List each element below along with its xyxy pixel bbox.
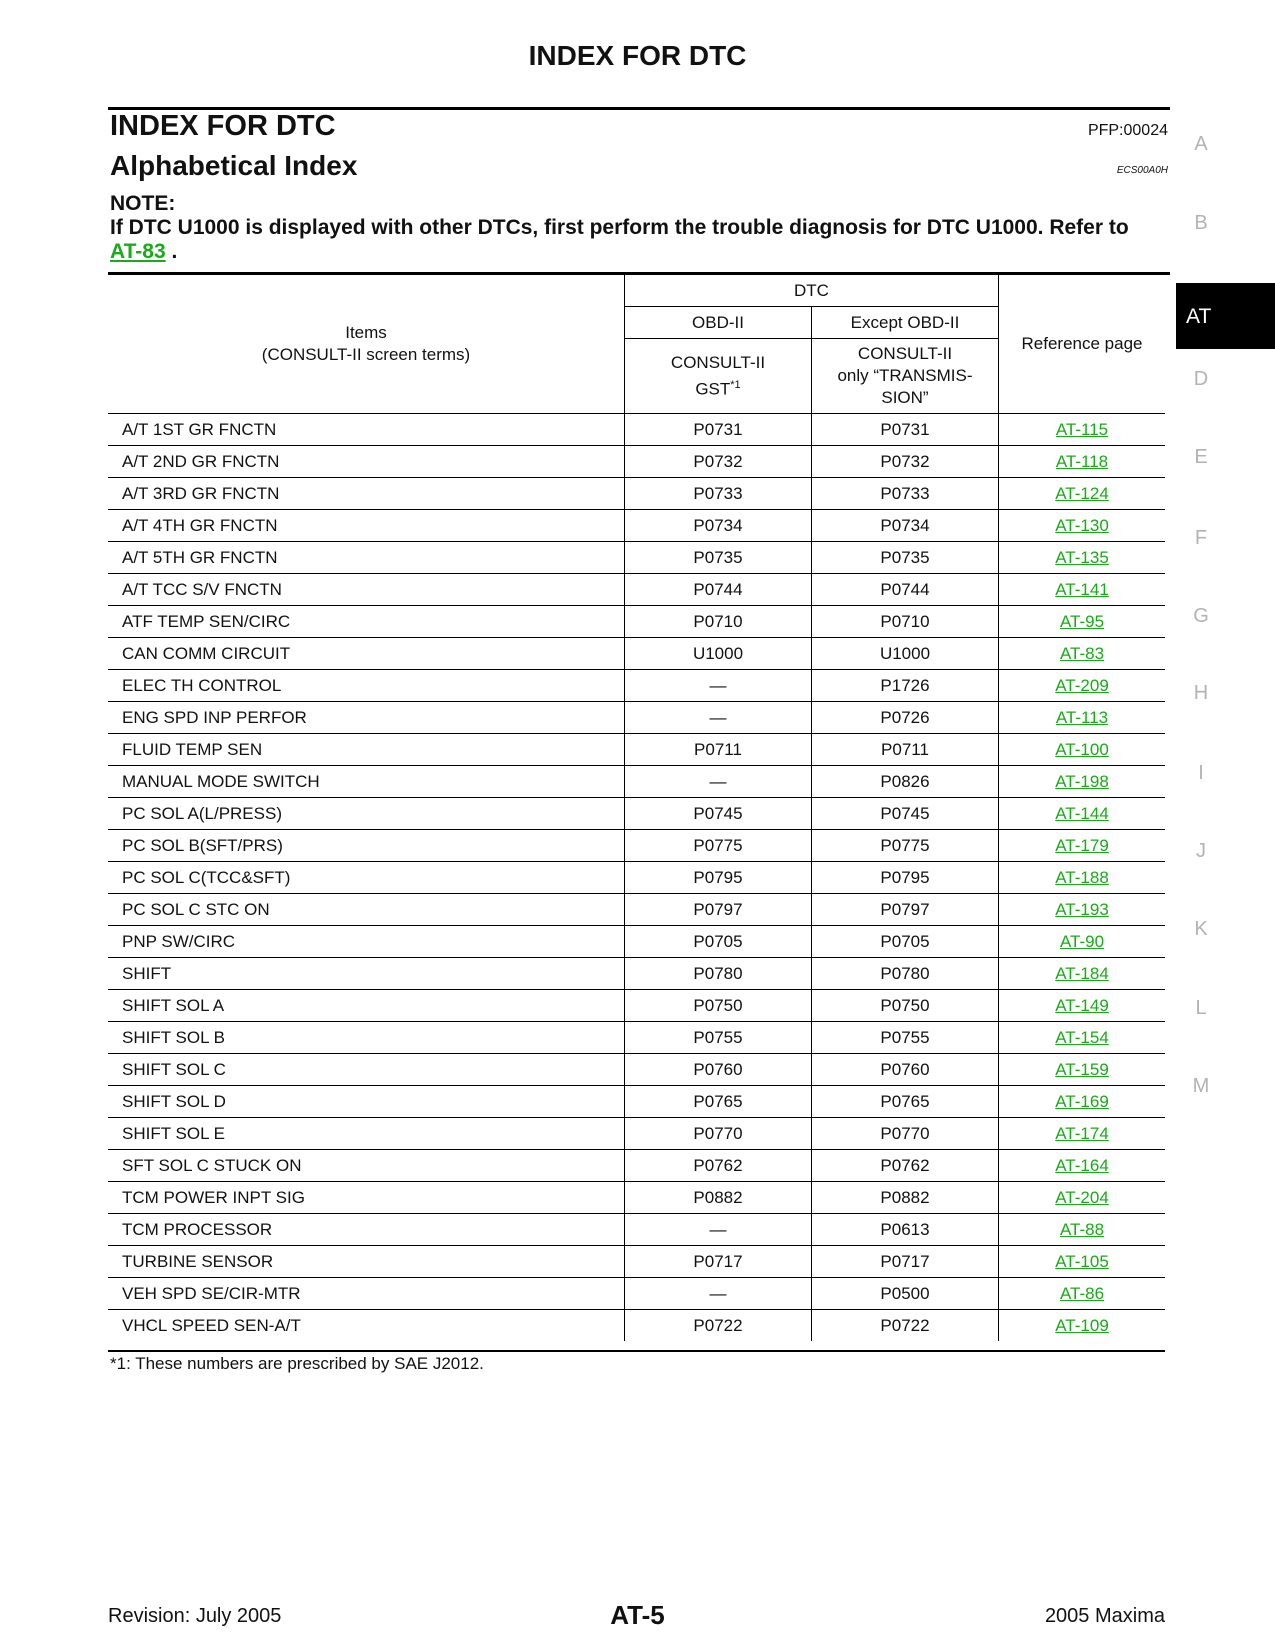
reference-link[interactable]: AT-90 bbox=[1059, 931, 1105, 951]
item-cell: A/T 5TH GR FNCTN bbox=[108, 542, 625, 574]
header-dtc: DTC bbox=[625, 275, 999, 307]
reference-cell bbox=[999, 1118, 1166, 1150]
except-obd-cell: P0734 bbox=[812, 510, 999, 542]
table-row bbox=[108, 1246, 1165, 1278]
side-index-letter[interactable]: B bbox=[1194, 212, 1208, 234]
obd-cell: — bbox=[625, 702, 812, 734]
table-row bbox=[108, 1278, 1165, 1310]
reference-link[interactable]: AT-154 bbox=[1055, 1027, 1109, 1047]
reference-link[interactable]: AT-105 bbox=[1055, 1251, 1109, 1271]
note-text bbox=[110, 216, 1170, 264]
table-row bbox=[108, 414, 1165, 446]
obd-cell: P0882 bbox=[625, 1182, 812, 1214]
reference-cell bbox=[999, 702, 1166, 734]
except-obd-cell: P0731 bbox=[812, 414, 999, 446]
obd-cell: P0734 bbox=[625, 510, 812, 542]
item-cell: TCM POWER INPT SIG bbox=[108, 1182, 625, 1214]
table-row bbox=[108, 766, 1165, 798]
except-obd-cell: P0762 bbox=[812, 1150, 999, 1182]
reference-cell bbox=[999, 510, 1166, 542]
obd-cell: P0770 bbox=[625, 1118, 812, 1150]
reference-cell bbox=[999, 862, 1166, 894]
obd-cell: P0760 bbox=[625, 1054, 812, 1086]
table-row bbox=[108, 1086, 1165, 1118]
item-cell: FLUID TEMP SEN bbox=[108, 734, 625, 766]
reference-link[interactable]: AT-204 bbox=[1055, 1187, 1109, 1207]
reference-cell bbox=[999, 1182, 1166, 1214]
table-row bbox=[108, 606, 1165, 638]
obd-cell: P0744 bbox=[625, 574, 812, 606]
reference-link[interactable]: AT-86 bbox=[1059, 1283, 1105, 1303]
reference-cell bbox=[999, 958, 1166, 990]
item-cell: SHIFT SOL E bbox=[108, 1118, 625, 1150]
reference-link[interactable]: AT-141 bbox=[1055, 579, 1109, 599]
reference-link[interactable]: AT-184 bbox=[1055, 963, 1109, 983]
item-cell: A/T 1ST GR FNCTN bbox=[108, 414, 625, 446]
reference-cell bbox=[999, 542, 1166, 574]
obd-cell: P0750 bbox=[625, 990, 812, 1022]
obd-cell: — bbox=[625, 1214, 812, 1246]
header-consult-gst-line1: CONSULT-II bbox=[670, 352, 766, 372]
side-index-letter[interactable]: L bbox=[1195, 997, 1207, 1019]
item-cell: PC SOL B(SFT/PRS) bbox=[108, 830, 625, 862]
reference-cell bbox=[999, 1310, 1166, 1342]
reference-cell bbox=[999, 1246, 1166, 1278]
except-obd-cell: P0797 bbox=[812, 894, 999, 926]
reference-link[interactable]: AT-95 bbox=[1059, 611, 1105, 631]
obd-cell: P0762 bbox=[625, 1150, 812, 1182]
header-consult-only bbox=[812, 339, 999, 414]
item-cell: CAN COMM CIRCUIT bbox=[108, 638, 625, 670]
footer-revision: Revision: July 2005 bbox=[108, 1605, 282, 1627]
obd-cell: — bbox=[625, 766, 812, 798]
except-obd-cell: P0717 bbox=[812, 1246, 999, 1278]
item-cell: SHIFT bbox=[108, 958, 625, 990]
except-obd-cell: P0722 bbox=[812, 1310, 999, 1342]
item-cell: A/T 3RD GR FNCTN bbox=[108, 478, 625, 510]
reference-link[interactable]: AT-149 bbox=[1055, 995, 1109, 1015]
reference-cell bbox=[999, 894, 1166, 926]
table-row bbox=[108, 1118, 1165, 1150]
header-gst-line bbox=[625, 374, 811, 401]
header-items-line2: (CONSULT-II screen terms) bbox=[261, 345, 471, 364]
except-obd-cell: P0613 bbox=[812, 1214, 999, 1246]
header-reference: Reference page bbox=[1021, 334, 1143, 353]
table-row bbox=[108, 958, 1165, 990]
table-body bbox=[108, 414, 1165, 1342]
obd-cell: P0780 bbox=[625, 958, 812, 990]
except-obd-cell: P0745 bbox=[812, 798, 999, 830]
reference-cell bbox=[999, 798, 1166, 830]
reference-cell bbox=[999, 926, 1166, 958]
table-row bbox=[108, 670, 1165, 702]
table-row bbox=[108, 510, 1165, 542]
reference-link[interactable]: AT-118 bbox=[1055, 451, 1109, 471]
reference-link[interactable]: AT-83 bbox=[1059, 643, 1105, 663]
obd-cell: P0711 bbox=[625, 734, 812, 766]
except-obd-cell: P0705 bbox=[812, 926, 999, 958]
obd-cell: P0732 bbox=[625, 446, 812, 478]
except-obd-cell: P0750 bbox=[812, 990, 999, 1022]
table-row bbox=[108, 798, 1165, 830]
reference-link[interactable]: AT-169 bbox=[1055, 1091, 1109, 1111]
obd-cell: — bbox=[625, 1278, 812, 1310]
except-obd-cell: P0733 bbox=[812, 478, 999, 510]
obd-cell: P0755 bbox=[625, 1022, 812, 1054]
except-obd-cell: P0755 bbox=[812, 1022, 999, 1054]
obd-cell: P0722 bbox=[625, 1310, 812, 1342]
item-cell: A/T 2ND GR FNCTN bbox=[108, 446, 625, 478]
except-obd-cell: P0765 bbox=[812, 1086, 999, 1118]
item-cell: VEH SPD SE/CIR-MTR bbox=[108, 1278, 625, 1310]
item-cell: SHIFT SOL C bbox=[108, 1054, 625, 1086]
page-header: INDEX FOR DTC bbox=[528, 40, 747, 71]
obd-cell: P0733 bbox=[625, 478, 812, 510]
item-cell: MANUAL MODE SWITCH bbox=[108, 766, 625, 798]
footer-page-number: AT-5 bbox=[610, 1600, 665, 1630]
header-consult-only-line1: CONSULT-II bbox=[857, 344, 953, 363]
side-index-letter[interactable]: F bbox=[1194, 527, 1208, 549]
table-row bbox=[108, 446, 1165, 478]
item-cell: A/T TCC S/V FNCTN bbox=[108, 574, 625, 606]
reference-cell bbox=[999, 1022, 1166, 1054]
note-link[interactable]: AT-83 bbox=[110, 240, 166, 263]
subsection-title: Alphabetical Index bbox=[110, 150, 358, 181]
table-row bbox=[108, 1022, 1165, 1054]
side-index-letter[interactable]: K bbox=[1194, 918, 1208, 940]
obd-cell: P0705 bbox=[625, 926, 812, 958]
table-row bbox=[108, 1054, 1165, 1086]
table-row bbox=[108, 1182, 1165, 1214]
table-row bbox=[108, 574, 1165, 606]
item-cell: ENG SPD INP PERFOR bbox=[108, 702, 625, 734]
header-gst: GST bbox=[695, 379, 731, 399]
item-cell: SFT SOL C STUCK ON bbox=[108, 1150, 625, 1182]
note-after: . bbox=[165, 240, 178, 263]
table-row bbox=[108, 478, 1165, 510]
item-cell: TURBINE SENSOR bbox=[108, 1246, 625, 1278]
reference-link[interactable]: AT-88 bbox=[1059, 1219, 1105, 1239]
except-obd-cell: P0760 bbox=[812, 1054, 999, 1086]
obd-cell: P0735 bbox=[625, 542, 812, 574]
obd-cell: P0731 bbox=[625, 414, 812, 446]
reference-cell bbox=[999, 1086, 1166, 1118]
item-cell: SHIFT SOL B bbox=[108, 1022, 625, 1054]
side-index-letter[interactable]: A bbox=[1194, 133, 1208, 155]
item-cell: ATF TEMP SEN/CIRC bbox=[108, 606, 625, 638]
table-row bbox=[108, 542, 1165, 574]
except-obd-cell: P0775 bbox=[812, 830, 999, 862]
reference-cell bbox=[999, 1054, 1166, 1086]
reference-cell bbox=[999, 574, 1166, 606]
note-body: If DTC U1000 is displayed with other DTCs, first perform the trouble diagnosis for DTC U1000. Refer to bbox=[110, 216, 1129, 239]
side-tab-active[interactable] bbox=[1176, 283, 1275, 349]
side-index-letter[interactable]: I bbox=[1198, 762, 1204, 784]
footer-model: 2005 Maxima bbox=[1044, 1605, 1165, 1627]
item-cell: PNP SW/CIRC bbox=[108, 926, 625, 958]
table-row bbox=[108, 926, 1165, 958]
reference-link[interactable]: AT-179 bbox=[1055, 835, 1109, 855]
note-label: NOTE: bbox=[110, 192, 176, 215]
reference-cell bbox=[999, 414, 1166, 446]
table-row bbox=[108, 734, 1165, 766]
table-row bbox=[108, 830, 1165, 862]
table-row bbox=[108, 990, 1165, 1022]
reference-cell bbox=[999, 1150, 1166, 1182]
reference-link[interactable]: AT-130 bbox=[1055, 515, 1109, 535]
table-row bbox=[108, 1214, 1165, 1246]
item-cell: A/T 4TH GR FNCTN bbox=[108, 510, 625, 542]
header-gst-footnote-mark: *1 bbox=[730, 378, 741, 391]
side-index-letter[interactable]: E bbox=[1194, 446, 1208, 468]
reference-cell bbox=[999, 1214, 1166, 1246]
reference-cell bbox=[999, 830, 1166, 862]
header-items bbox=[108, 275, 625, 414]
footnote: *1: These numbers are prescribed by SAE J2012. bbox=[110, 1354, 484, 1373]
side-index-letter[interactable]: G bbox=[1193, 605, 1209, 627]
table-row bbox=[108, 862, 1165, 894]
obd-cell: P0765 bbox=[625, 1086, 812, 1118]
reference-link[interactable]: AT-144 bbox=[1055, 803, 1109, 823]
except-obd-cell: P0726 bbox=[812, 702, 999, 734]
reference-link[interactable]: AT-113 bbox=[1055, 707, 1109, 727]
reference-link[interactable]: AT-209 bbox=[1055, 675, 1109, 695]
item-cell: PC SOL C STC ON bbox=[108, 894, 625, 926]
item-cell: SHIFT SOL A bbox=[108, 990, 625, 1022]
except-obd-cell: P0500 bbox=[812, 1278, 999, 1310]
except-obd-cell: P0770 bbox=[812, 1118, 999, 1150]
header-consult-only-line3: SION” bbox=[881, 388, 929, 407]
except-obd-cell: P0795 bbox=[812, 862, 999, 894]
item-cell: PC SOL A(L/PRESS) bbox=[108, 798, 625, 830]
except-obd-cell: P0710 bbox=[812, 606, 999, 638]
header-consult-gst bbox=[625, 339, 812, 414]
item-cell: SHIFT SOL D bbox=[108, 1086, 625, 1118]
obd-cell: P0775 bbox=[625, 830, 812, 862]
reference-cell bbox=[999, 766, 1166, 798]
obd-cell: U1000 bbox=[625, 638, 812, 670]
section-title: INDEX FOR DTC bbox=[110, 110, 336, 142]
table-row bbox=[108, 894, 1165, 926]
pfp-code: PFP:00024 bbox=[1087, 122, 1168, 139]
header-items-line1: Items bbox=[345, 323, 387, 342]
obd-cell: P0795 bbox=[625, 862, 812, 894]
side-tab-label: AT bbox=[1186, 305, 1212, 328]
except-obd-cell: P0744 bbox=[812, 574, 999, 606]
table-row bbox=[108, 1150, 1165, 1182]
dtc-index-table bbox=[108, 275, 1165, 1341]
item-cell: TCM PROCESSOR bbox=[108, 1214, 625, 1246]
reference-cell bbox=[999, 734, 1166, 766]
reference-cell bbox=[999, 1278, 1166, 1310]
table-row bbox=[108, 1310, 1165, 1342]
side-index-letter[interactable]: D bbox=[1193, 368, 1209, 390]
obd-cell: P0710 bbox=[625, 606, 812, 638]
side-index-letter[interactable]: J bbox=[1196, 840, 1206, 862]
reference-cell bbox=[999, 990, 1166, 1022]
reference-link[interactable]: AT-135 bbox=[1055, 547, 1109, 567]
except-obd-cell: P0882 bbox=[812, 1182, 999, 1214]
except-obd-cell: P0735 bbox=[812, 542, 999, 574]
ecs-code: ECS00A0H bbox=[1116, 165, 1168, 176]
item-cell: ELEC TH CONTROL bbox=[108, 670, 625, 702]
obd-cell: P0797 bbox=[625, 894, 812, 926]
reference-link[interactable]: AT-198 bbox=[1055, 771, 1109, 791]
except-obd-cell: P0780 bbox=[812, 958, 999, 990]
table-row bbox=[108, 702, 1165, 734]
except-obd-cell: U1000 bbox=[812, 638, 999, 670]
reference-cell bbox=[999, 670, 1166, 702]
side-index-letter[interactable]: M bbox=[1192, 1075, 1210, 1097]
except-obd-cell: P0732 bbox=[812, 446, 999, 478]
reference-cell bbox=[999, 606, 1166, 638]
header-consult-only-line2: only “TRANSMIS- bbox=[837, 366, 973, 385]
reference-cell bbox=[999, 638, 1166, 670]
obd-cell: — bbox=[625, 670, 812, 702]
except-obd-cell: P0826 bbox=[812, 766, 999, 798]
obd-cell: P0717 bbox=[625, 1246, 812, 1278]
item-cell: PC SOL C(TCC&SFT) bbox=[108, 862, 625, 894]
header-except-obd: Except OBD-II bbox=[812, 307, 999, 339]
reference-link[interactable]: AT-109 bbox=[1055, 1315, 1109, 1335]
reference-link[interactable]: AT-188 bbox=[1055, 867, 1109, 887]
reference-link[interactable]: AT-174 bbox=[1055, 1123, 1109, 1143]
table-bottom-rule bbox=[108, 1350, 1165, 1352]
side-index-letter[interactable]: H bbox=[1193, 682, 1209, 704]
item-cell: VHCL SPEED SEN-A/T bbox=[108, 1310, 625, 1342]
reference-link[interactable]: AT-193 bbox=[1055, 899, 1109, 919]
reference-link[interactable]: AT-164 bbox=[1055, 1155, 1109, 1175]
header-obd: OBD-II bbox=[625, 307, 812, 339]
except-obd-cell: P0711 bbox=[812, 734, 999, 766]
reference-cell bbox=[999, 478, 1166, 510]
reference-link[interactable]: AT-115 bbox=[1055, 419, 1109, 439]
reference-link[interactable]: AT-124 bbox=[1055, 483, 1109, 503]
obd-cell: P0745 bbox=[625, 798, 812, 830]
reference-cell bbox=[999, 446, 1166, 478]
reference-link[interactable]: AT-100 bbox=[1055, 739, 1109, 759]
except-obd-cell: P1726 bbox=[812, 670, 999, 702]
table-row bbox=[108, 638, 1165, 670]
reference-link[interactable]: AT-159 bbox=[1055, 1059, 1109, 1079]
